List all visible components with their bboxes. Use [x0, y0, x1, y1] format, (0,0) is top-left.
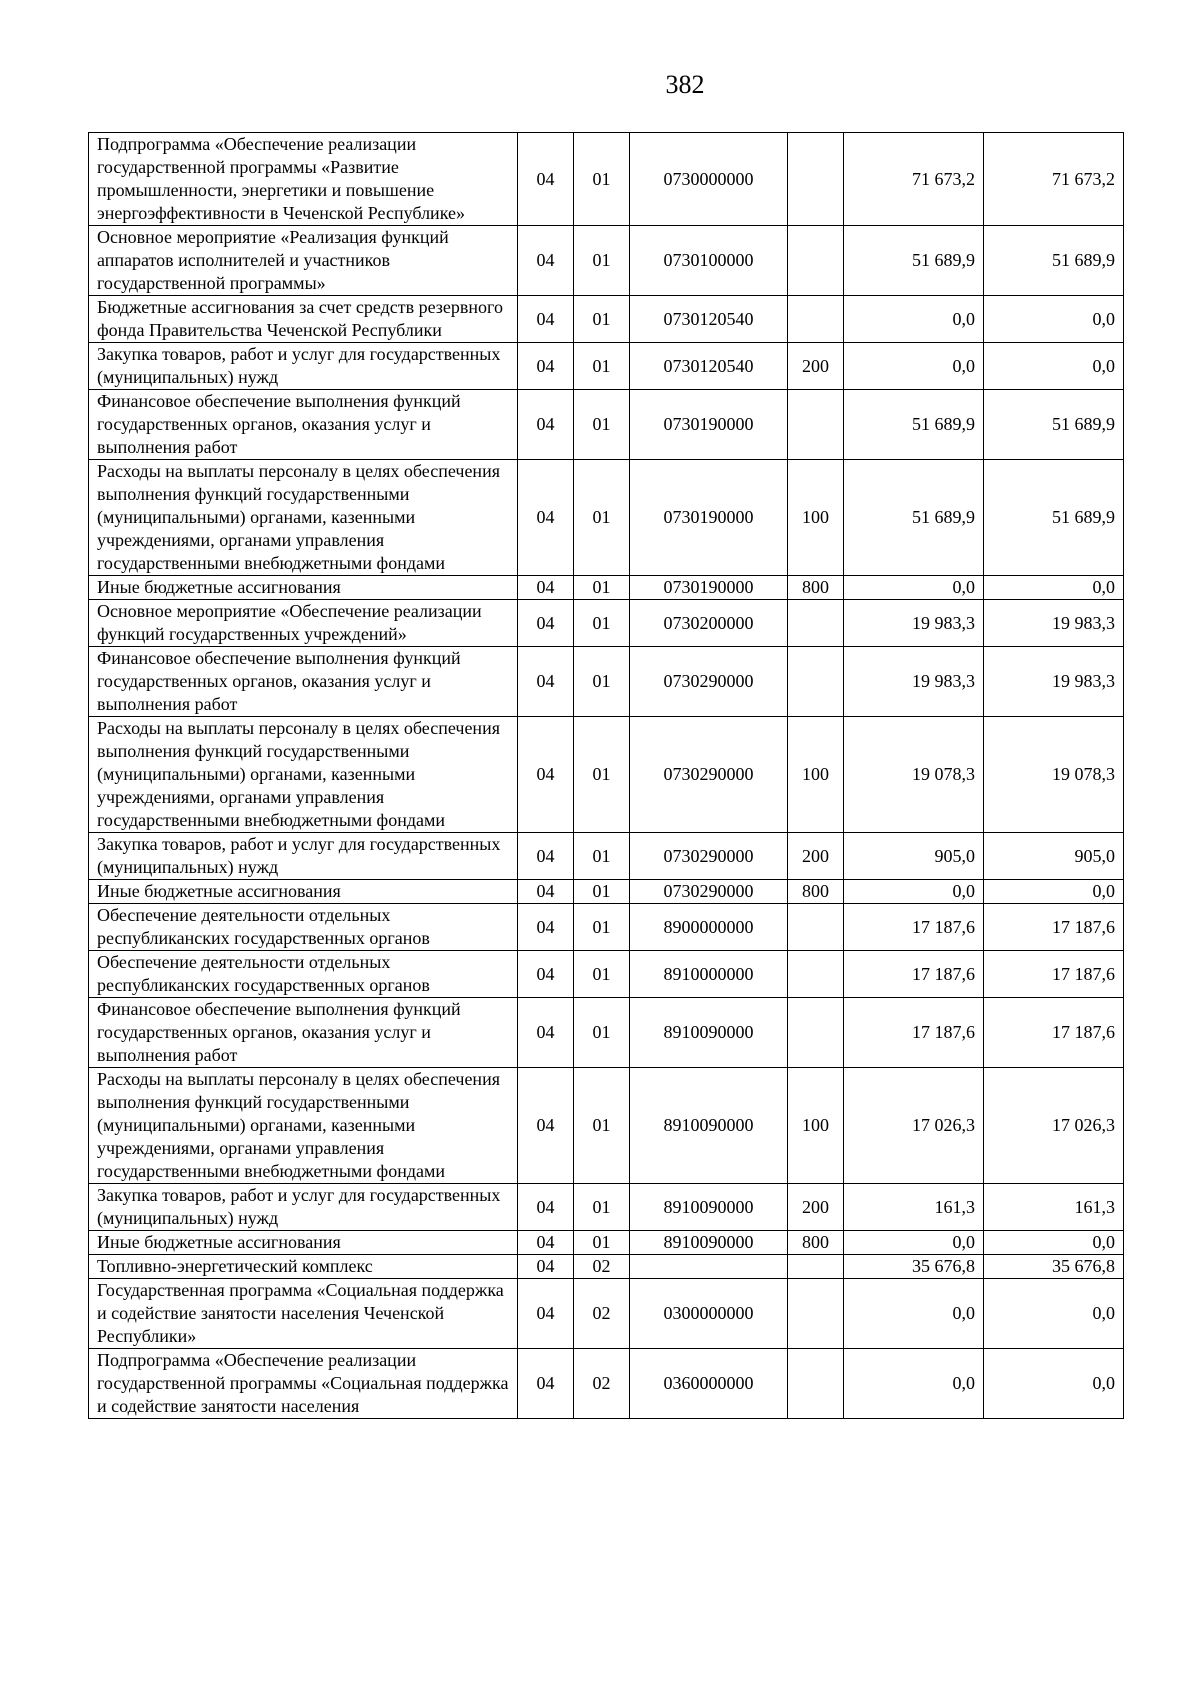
row-amount-2: 17 187,6 — [984, 904, 1124, 951]
row-amount-2: 0,0 — [984, 1279, 1124, 1349]
row-amount-2: 0,0 — [984, 880, 1124, 904]
row-expense-type-code: 800 — [788, 880, 844, 904]
row-section-code: 04 — [518, 1231, 574, 1255]
row-expense-type-code — [788, 647, 844, 717]
row-section-code: 04 — [518, 833, 574, 880]
row-target-article-code: 0300000000 — [630, 1279, 788, 1349]
row-target-article-code: 8910000000 — [630, 951, 788, 998]
row-amount-1: 0,0 — [844, 880, 984, 904]
row-expense-type-code — [788, 1349, 844, 1419]
row-expense-type-code: 200 — [788, 343, 844, 390]
row-amount-2: 35 676,8 — [984, 1255, 1124, 1279]
row-amount-2: 161,3 — [984, 1184, 1124, 1231]
table-row — [89, 343, 1124, 390]
row-subsection-code: 02 — [574, 1349, 630, 1419]
row-amount-2: 17 026,3 — [984, 1068, 1124, 1184]
table-row — [89, 133, 1124, 226]
row-amount-2: 51 689,9 — [984, 460, 1124, 576]
row-amount-1: 0,0 — [844, 296, 984, 343]
row-amount-1: 0,0 — [844, 1349, 984, 1419]
row-target-article-code: 8900000000 — [630, 904, 788, 951]
row-expense-type-code: 800 — [788, 576, 844, 600]
row-target-article-code: 0730290000 — [630, 880, 788, 904]
row-expense-type-code — [788, 600, 844, 647]
row-amount-2: 51 689,9 — [984, 226, 1124, 296]
row-name: Расходы на выплаты персоналу в целях обеспечения выполнения функций государственными (муниципальными) органами, казенными учреждениями, органами управления государственными внебюджетными фондами — [89, 717, 518, 833]
row-target-article-code: 8910090000 — [630, 1184, 788, 1231]
table-row — [89, 951, 1124, 998]
row-section-code: 04 — [518, 600, 574, 647]
row-amount-2: 0,0 — [984, 1349, 1124, 1419]
row-amount-2: 0,0 — [984, 343, 1124, 390]
row-target-article-code: 8910090000 — [630, 1068, 788, 1184]
row-target-article-code: 0730290000 — [630, 647, 788, 717]
row-subsection-code: 01 — [574, 951, 630, 998]
row-expense-type-code — [788, 296, 844, 343]
row-name: Финансовое обеспечение выполнения функций государственных органов, оказания услуг и выполнения работ — [89, 647, 518, 717]
table-row — [89, 1184, 1124, 1231]
row-name: Основное мероприятие «Обеспечение реализации функций государственных учреждений» — [89, 600, 518, 647]
row-subsection-code: 01 — [574, 1184, 630, 1231]
row-section-code: 04 — [518, 951, 574, 998]
row-target-article-code: 0730000000 — [630, 133, 788, 226]
row-section-code: 04 — [518, 390, 574, 460]
row-subsection-code: 01 — [574, 647, 630, 717]
row-section-code: 04 — [518, 647, 574, 717]
table-row — [89, 647, 1124, 717]
table-row — [89, 460, 1124, 576]
row-amount-1: 17 026,3 — [844, 1068, 984, 1184]
row-target-article-code: 0730190000 — [630, 460, 788, 576]
row-subsection-code: 01 — [574, 390, 630, 460]
row-amount-1: 161,3 — [844, 1184, 984, 1231]
row-subsection-code: 01 — [574, 133, 630, 226]
table-row — [89, 600, 1124, 647]
row-section-code: 04 — [518, 717, 574, 833]
row-expense-type-code — [788, 226, 844, 296]
table-row — [89, 390, 1124, 460]
row-amount-2: 19 983,3 — [984, 647, 1124, 717]
row-section-code: 04 — [518, 1279, 574, 1349]
row-amount-2: 0,0 — [984, 576, 1124, 600]
row-subsection-code: 01 — [574, 1068, 630, 1184]
row-amount-1: 0,0 — [844, 576, 984, 600]
row-name: Закупка товаров, работ и услуг для государственных (муниципальных) нужд — [89, 343, 518, 390]
row-amount-1: 17 187,6 — [844, 951, 984, 998]
row-section-code: 04 — [518, 296, 574, 343]
row-amount-2: 17 187,6 — [984, 998, 1124, 1068]
row-section-code: 04 — [518, 343, 574, 390]
table-row — [89, 576, 1124, 600]
row-amount-1: 19 983,3 — [844, 600, 984, 647]
row-subsection-code: 01 — [574, 717, 630, 833]
table-row — [89, 1068, 1124, 1184]
table-row — [89, 904, 1124, 951]
row-expense-type-code — [788, 904, 844, 951]
row-name: Обеспечение деятельности отдельных республиканских государственных органов — [89, 904, 518, 951]
row-subsection-code: 02 — [574, 1255, 630, 1279]
row-subsection-code: 01 — [574, 998, 630, 1068]
row-amount-2: 51 689,9 — [984, 390, 1124, 460]
row-section-code: 04 — [518, 1184, 574, 1231]
row-name: Иные бюджетные ассигнования — [89, 1231, 518, 1255]
row-expense-type-code: 100 — [788, 1068, 844, 1184]
row-section-code: 04 — [518, 133, 574, 226]
row-target-article-code: 0730290000 — [630, 717, 788, 833]
row-name: Основное мероприятие «Реализация функций аппаратов исполнителей и участников государственной программы» — [89, 226, 518, 296]
row-subsection-code: 01 — [574, 576, 630, 600]
row-amount-1: 17 187,6 — [844, 998, 984, 1068]
row-target-article-code: 0730120540 — [630, 296, 788, 343]
row-amount-1: 51 689,9 — [844, 226, 984, 296]
row-section-code: 04 — [518, 1255, 574, 1279]
row-expense-type-code: 200 — [788, 833, 844, 880]
row-amount-2: 905,0 — [984, 833, 1124, 880]
row-amount-1: 19 983,3 — [844, 647, 984, 717]
row-amount-1: 51 689,9 — [844, 390, 984, 460]
row-name: Бюджетные ассигнования за счет средств резервного фонда Правительства Чеченской Республики — [89, 296, 518, 343]
row-subsection-code: 01 — [574, 460, 630, 576]
row-section-code: 04 — [518, 998, 574, 1068]
row-expense-type-code: 200 — [788, 1184, 844, 1231]
table-row — [89, 998, 1124, 1068]
table-row — [89, 1349, 1124, 1419]
row-section-code: 04 — [518, 904, 574, 951]
table-row — [89, 296, 1124, 343]
row-name: Обеспечение деятельности отдельных республиканских государственных органов — [89, 951, 518, 998]
row-amount-1: 71 673,2 — [844, 133, 984, 226]
page-number: 382 — [665, 70, 705, 99]
row-amount-1: 905,0 — [844, 833, 984, 880]
row-name: Государственная программа «Социальная поддержка и содействие занятости населения Чеченской Республики» — [89, 1279, 518, 1349]
row-expense-type-code — [788, 133, 844, 226]
row-name: Подпрограмма «Обеспечение реализации государственной программы «Развитие промышленности, энергетики и повышение энергоэффективности в Чеченской Республике» — [89, 133, 518, 226]
row-expense-type-code: 800 — [788, 1231, 844, 1255]
row-expense-type-code — [788, 1279, 844, 1349]
row-subsection-code: 01 — [574, 343, 630, 390]
row-amount-1: 0,0 — [844, 1279, 984, 1349]
row-expense-type-code — [788, 390, 844, 460]
row-name: Закупка товаров, работ и услуг для государственных (муниципальных) нужд — [89, 1184, 518, 1231]
row-target-article-code: 8910090000 — [630, 1231, 788, 1255]
row-expense-type-code — [788, 1255, 844, 1279]
table-row — [89, 1231, 1124, 1255]
table-row — [89, 880, 1124, 904]
row-target-article-code: 0730200000 — [630, 600, 788, 647]
row-name: Закупка товаров, работ и услуг для государственных (муниципальных) нужд — [89, 833, 518, 880]
row-name: Топливно-энергетический комплекс — [89, 1255, 518, 1279]
row-amount-1: 0,0 — [844, 343, 984, 390]
row-expense-type-code — [788, 998, 844, 1068]
table-body — [89, 133, 1124, 1419]
row-name: Иные бюджетные ассигнования — [89, 880, 518, 904]
row-target-article-code: 0730100000 — [630, 226, 788, 296]
row-amount-2: 19 078,3 — [984, 717, 1124, 833]
row-section-code: 04 — [518, 1068, 574, 1184]
budget-table — [88, 132, 1124, 1419]
row-subsection-code: 01 — [574, 600, 630, 647]
row-name: Финансовое обеспечение выполнения функций государственных органов, оказания услуг и выполнения работ — [89, 390, 518, 460]
row-amount-1: 35 676,8 — [844, 1255, 984, 1279]
table-row — [89, 226, 1124, 296]
row-target-article-code: 0730290000 — [630, 833, 788, 880]
row-amount-2: 0,0 — [984, 1231, 1124, 1255]
row-name: Расходы на выплаты персоналу в целях обеспечения выполнения функций государственными (муниципальными) органами, казенными учреждениями, органами управления государственными внебюджетными фондами — [89, 1068, 518, 1184]
row-subsection-code: 01 — [574, 833, 630, 880]
row-subsection-code: 01 — [574, 904, 630, 951]
row-target-article-code: 0730190000 — [630, 390, 788, 460]
row-amount-2: 17 187,6 — [984, 951, 1124, 998]
row-amount-2: 19 983,3 — [984, 600, 1124, 647]
row-amount-1: 19 078,3 — [844, 717, 984, 833]
row-target-article-code: 8910090000 — [630, 998, 788, 1068]
row-name: Иные бюджетные ассигнования — [89, 576, 518, 600]
row-target-article-code — [630, 1255, 788, 1279]
row-amount-1: 51 689,9 — [844, 460, 984, 576]
table-row — [89, 1255, 1124, 1279]
table-row — [89, 717, 1124, 833]
row-amount-1: 17 187,6 — [844, 904, 984, 951]
row-name: Финансовое обеспечение выполнения функций государственных органов, оказания услуг и выполнения работ — [89, 998, 518, 1068]
row-amount-2: 71 673,2 — [984, 133, 1124, 226]
row-section-code: 04 — [518, 1349, 574, 1419]
row-section-code: 04 — [518, 226, 574, 296]
row-subsection-code: 02 — [574, 1279, 630, 1349]
row-section-code: 04 — [518, 460, 574, 576]
row-section-code: 04 — [518, 880, 574, 904]
row-target-article-code: 0360000000 — [630, 1349, 788, 1419]
row-subsection-code: 01 — [574, 880, 630, 904]
table-row — [89, 1279, 1124, 1349]
row-expense-type-code: 100 — [788, 460, 844, 576]
row-amount-2: 0,0 — [984, 296, 1124, 343]
row-expense-type-code: 100 — [788, 717, 844, 833]
table-row — [89, 833, 1124, 880]
row-expense-type-code — [788, 951, 844, 998]
row-subsection-code: 01 — [574, 296, 630, 343]
row-section-code: 04 — [518, 576, 574, 600]
row-target-article-code: 0730190000 — [630, 576, 788, 600]
row-name: Подпрограмма «Обеспечение реализации государственной программы «Социальная поддержка и содействие занятости населения — [89, 1349, 518, 1419]
row-amount-1: 0,0 — [844, 1231, 984, 1255]
row-name: Расходы на выплаты персоналу в целях обеспечения выполнения функций государственными (муниципальными) органами, казенными учреждениями, органами управления государственными внебюджетными фондами — [89, 460, 518, 576]
row-subsection-code: 01 — [574, 226, 630, 296]
row-target-article-code: 0730120540 — [630, 343, 788, 390]
row-subsection-code: 01 — [574, 1231, 630, 1255]
